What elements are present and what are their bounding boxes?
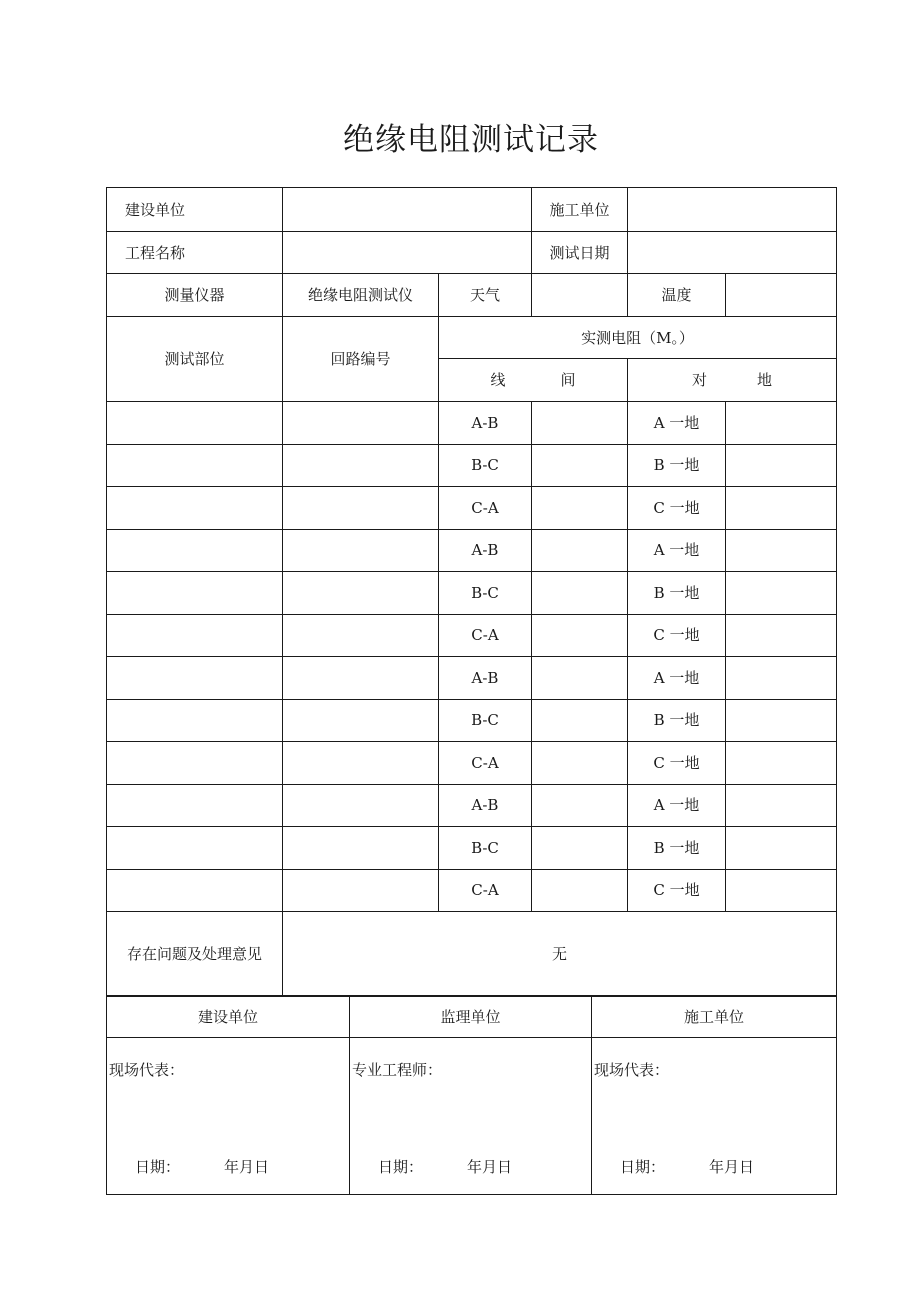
line-pair-label: B-C — [439, 699, 532, 742]
weather-field[interactable] — [532, 274, 628, 317]
table-row — [107, 487, 837, 530]
ground-pair-label: A 一地 — [628, 784, 726, 827]
signature-table — [106, 995, 837, 1195]
test-location-cell[interactable] — [107, 614, 283, 657]
test-location-header: 测试部位 — [107, 317, 283, 402]
line-to-line-char-1: 线 — [490, 371, 506, 389]
table-row — [107, 827, 837, 870]
test-location-cell[interactable] — [107, 402, 283, 445]
circuit-number-cell[interactable] — [283, 572, 439, 615]
ground-pair-label: A 一地 — [628, 402, 726, 445]
ground-pair-label: C 一地 — [628, 869, 726, 912]
builder-unit-label: 施工单位 — [532, 188, 628, 232]
circuit-number-cell[interactable] — [283, 742, 439, 785]
sig-date-label: 日期： — [135, 1158, 181, 1176]
sig-date — [620, 1156, 754, 1177]
ground-resistance-cell[interactable] — [726, 402, 837, 445]
test-location-cell[interactable] — [107, 784, 283, 827]
to-ground-header — [628, 359, 837, 402]
ground-resistance-cell[interactable] — [726, 444, 837, 487]
circuit-number-cell[interactable] — [283, 869, 439, 912]
test-date-label: 测试日期 — [532, 232, 628, 274]
table-row — [107, 657, 837, 700]
to-ground-char-2: 地 — [757, 371, 773, 389]
weather-label: 天气 — [439, 274, 532, 317]
table-row — [107, 444, 837, 487]
ground-resistance-cell[interactable] — [726, 529, 837, 572]
table-row — [107, 529, 837, 572]
line-resistance-cell[interactable] — [532, 699, 628, 742]
line-resistance-cell[interactable] — [532, 827, 628, 870]
sig-rep-label: 现场代表： — [594, 1061, 670, 1079]
circuit-number-cell[interactable] — [283, 614, 439, 657]
line-resistance-cell[interactable] — [532, 402, 628, 445]
ground-resistance-cell[interactable] — [726, 657, 837, 700]
ground-resistance-cell[interactable] — [726, 784, 837, 827]
sig-unit-builder: 施工单位 — [592, 996, 837, 1038]
ground-pair-label: B 一地 — [628, 444, 726, 487]
sig-date-label: 日期： — [620, 1158, 666, 1176]
sig-rep-label: 专业工程师： — [352, 1061, 443, 1079]
ground-pair-label: C 一地 — [628, 614, 726, 657]
instrument-value: 绝缘电阻测试仪 — [283, 274, 439, 317]
ground-resistance-cell[interactable] — [726, 827, 837, 870]
circuit-number-cell[interactable] — [283, 402, 439, 445]
line-pair-label: B-C — [439, 827, 532, 870]
circuit-number-cell[interactable] — [283, 487, 439, 530]
line-resistance-cell[interactable] — [532, 529, 628, 572]
measured-resistance-header: 实测电阻（M。） — [439, 317, 837, 359]
line-resistance-cell[interactable] — [532, 487, 628, 530]
circuit-number-header: 回路编号 — [283, 317, 439, 402]
circuit-number-cell[interactable] — [283, 529, 439, 572]
sig-date-suffix: 年月日 — [709, 1158, 755, 1176]
ground-pair-label: A 一地 — [628, 657, 726, 700]
sig-date — [135, 1156, 269, 1177]
line-pair-label: A-B — [439, 784, 532, 827]
circuit-number-cell[interactable] — [283, 657, 439, 700]
ground-resistance-cell[interactable] — [726, 699, 837, 742]
ground-pair-label: C 一地 — [628, 487, 726, 530]
line-resistance-cell[interactable] — [532, 614, 628, 657]
line-resistance-cell[interactable] — [532, 444, 628, 487]
table-row — [107, 742, 837, 785]
construction-unit-field[interactable] — [283, 188, 532, 232]
ground-pair-label: C 一地 — [628, 742, 726, 785]
line-pair-label: B-C — [439, 572, 532, 615]
sig-date-label: 日期： — [378, 1158, 424, 1176]
sig-block-supervision[interactable] — [350, 1038, 592, 1195]
line-resistance-cell[interactable] — [532, 657, 628, 700]
sig-rep-label: 现场代表： — [109, 1061, 185, 1079]
line-resistance-cell[interactable] — [532, 742, 628, 785]
line-resistance-cell[interactable] — [532, 869, 628, 912]
line-pair-label: A-B — [439, 529, 532, 572]
test-location-cell[interactable] — [107, 699, 283, 742]
to-ground-char-1: 对 — [691, 371, 707, 389]
temperature-label: 温度 — [628, 274, 726, 317]
ground-resistance-cell[interactable] — [726, 572, 837, 615]
line-pair-label: C-A — [439, 742, 532, 785]
line-pair-label: C-A — [439, 487, 532, 530]
instrument-label: 测量仪器 — [107, 274, 283, 317]
test-location-cell[interactable] — [107, 529, 283, 572]
sig-date — [378, 1156, 512, 1177]
test-location-cell[interactable] — [107, 572, 283, 615]
test-location-cell[interactable] — [107, 444, 283, 487]
line-pair-label: A-B — [439, 402, 532, 445]
sig-block-builder[interactable] — [592, 1038, 837, 1195]
project-name-field[interactable] — [283, 232, 532, 274]
issues-label: 存在问题及处理意见 — [107, 912, 283, 997]
line-pair-label: A-B — [439, 657, 532, 700]
ground-pair-label: A 一地 — [628, 529, 726, 572]
project-name-label: 工程名称 — [107, 232, 283, 274]
ground-resistance-cell[interactable] — [726, 487, 837, 530]
issues-value: 无 — [283, 912, 837, 997]
table-row — [107, 784, 837, 827]
sig-unit-supervision: 监理单位 — [350, 996, 592, 1038]
circuit-number-cell[interactable] — [283, 444, 439, 487]
line-pair-label: C-A — [439, 614, 532, 657]
measurement-rows — [107, 402, 837, 912]
sig-block-construction[interactable] — [107, 1038, 350, 1195]
table-row — [107, 572, 837, 615]
page-title: 绝缘电阻测试记录 — [343, 122, 599, 158]
ground-resistance-cell[interactable] — [726, 869, 837, 912]
test-location-cell[interactable] — [107, 487, 283, 530]
builder-unit-field[interactable] — [628, 188, 837, 232]
table-row — [107, 869, 837, 912]
line-resistance-cell[interactable] — [532, 572, 628, 615]
ground-pair-label: B 一地 — [628, 572, 726, 615]
ground-pair-label: B 一地 — [628, 699, 726, 742]
table-row — [107, 699, 837, 742]
construction-unit-label: 建设单位 — [107, 188, 283, 232]
test-location-cell[interactable] — [107, 657, 283, 700]
temperature-field[interactable] — [726, 274, 837, 317]
line-resistance-cell[interactable] — [532, 784, 628, 827]
test-record-table — [106, 187, 837, 997]
test-location-cell[interactable] — [107, 827, 283, 870]
circuit-number-cell[interactable] — [283, 784, 439, 827]
table-row — [107, 614, 837, 657]
line-to-line-header — [439, 359, 628, 402]
ground-resistance-cell[interactable] — [726, 614, 837, 657]
sig-date-suffix: 年月日 — [224, 1158, 270, 1176]
test-date-field[interactable] — [628, 232, 837, 274]
ground-resistance-cell[interactable] — [726, 742, 837, 785]
line-pair-label: B-C — [439, 444, 532, 487]
sig-unit-construction: 建设单位 — [107, 996, 350, 1038]
line-pair-label: C-A — [439, 869, 532, 912]
test-location-cell[interactable] — [107, 869, 283, 912]
circuit-number-cell[interactable] — [283, 699, 439, 742]
circuit-number-cell[interactable] — [283, 827, 439, 870]
table-row — [107, 402, 837, 445]
sig-date-suffix: 年月日 — [467, 1158, 513, 1176]
line-to-line-char-2: 间 — [560, 371, 576, 389]
test-location-cell[interactable] — [107, 742, 283, 785]
ground-pair-label: B 一地 — [628, 827, 726, 870]
